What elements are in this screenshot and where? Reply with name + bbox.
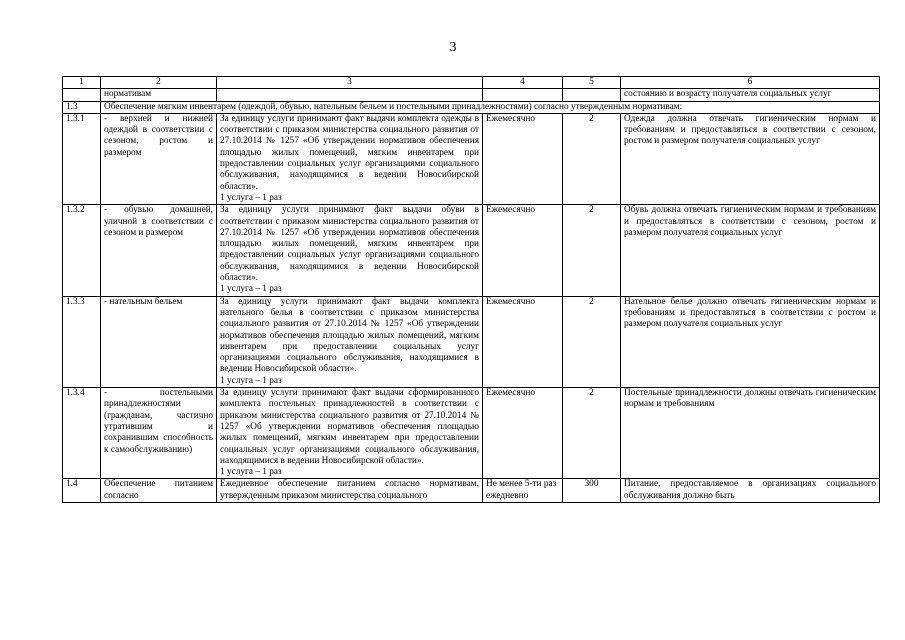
- service-name: - верхней и нижней одеждой в соответствии с сезоном, ростом и размером: [101, 113, 217, 204]
- table-row: [63, 113, 880, 204]
- cell-empty: [483, 89, 563, 101]
- cell-empty: [563, 89, 621, 101]
- unit-text: 1 услуга – 1 раз: [220, 467, 282, 478]
- count: 300: [563, 479, 621, 503]
- page-number: 3: [449, 40, 457, 55]
- frequency: Ежемесячно: [483, 388, 563, 479]
- service-description: [217, 113, 483, 204]
- quality-standard: Одежда должна отвечать гигиеническим нормам и требованиям и предоставляться в соответствии с сезоном, ростом и размером получателя социальных услуг: [621, 113, 880, 204]
- section-title: Обеспечение мягким инвентарем (одеждой, обувью, нательным бельем и постельными принадлежностями) согласно утвержденным нормативам:: [101, 101, 880, 113]
- service-name: - постельными принадлежностями (гражданам, частично утратившим и сохранившим способность к самообслуживанию): [101, 388, 217, 479]
- section-number: 1.3: [63, 101, 101, 113]
- service-description: [217, 388, 483, 479]
- quality-standard: Нательное белье должно отвечать гигиеническим нормам и требованиям и предоставляться в соответствии с ростом и размером получателя социальных услуг: [621, 296, 880, 387]
- continuation-row: [63, 89, 880, 101]
- service-description: Ежедневное обеспечение питанием согласно нормативам, утвержденным приказом министерства социального: [217, 479, 483, 503]
- description-text: За единицу услуги принимают факт выдачи сформированного комплекта постельных принадлежностей в соответствии с приказом министерства социального развития от 27.10.2014 № 1257 «Об утверждении нормативов обеспечения площадью жилых помещений, мягким инвентарем при предоставлении социальных услуг организациями социального обслуживания, находящимися в ведении Новосибирской области».: [220, 388, 479, 466]
- header-row: [63, 77, 880, 89]
- service-name: - обувью домашней, уличной в соответствии с сезоном и размером: [101, 205, 217, 296]
- row-number: 1.3.1: [63, 113, 101, 204]
- unit-text: 1 услуга – 1 раз: [220, 284, 282, 295]
- row-number: 1.3.2: [63, 205, 101, 296]
- description-text: За единицу услуги принимают факт выдачи комплекта одежды в соответствии с приказом министерства социального развития от 27.10.2014 № 1257 «Об утверждении нормативов обеспечения площадью жилых помещений, мягким инвентарем при предоставлении социальных услуг организациями социального обслуживания, находящимися в ведении Новосибирской области».: [220, 113, 479, 192]
- description-text: За единицу услуги принимают факт выдачи обуви в соответствии с приказом министерства социального развития от 27.10.2014 № 1257 «Об утверждении нормативов обеспечения площадью жилых помещений, мягким инвентарем при предоставлении социальных услуг организациями социального обслуживания, находящимися в ведении Новосибирской области».: [220, 205, 479, 284]
- frequency: Ежемесячно: [483, 205, 563, 296]
- service-description: [217, 205, 483, 296]
- service-name: Обеспечение питанием согласно: [101, 479, 217, 503]
- frequency: Ежемесячно: [483, 296, 563, 387]
- frequency: Не менее 5-ти раз ежедневно: [483, 479, 563, 503]
- cell-standard: состоянию и возрасту получателя социальных услуг: [621, 89, 880, 101]
- table-row: [63, 205, 880, 296]
- header-col-5: 5: [563, 77, 621, 89]
- header-col-4: 4: [483, 77, 563, 89]
- service-name: - нательным бельем: [101, 296, 217, 387]
- service-description: [217, 296, 483, 387]
- header-col-6: 6: [621, 77, 880, 89]
- quality-standard: Постельные принадлежности должны отвечать гигиеническим нормам и требованиям: [621, 388, 880, 479]
- description-text: За единицу услуги принимают факт выдачи комплекта нательного белья в соответствии с приказом министерства социального развития от 27.10.2014 № 1257 «Об утверждении нормативов обеспечения площадью жилых помещений, мягким инвентарем при предоставлении социальных услуг организациями социального обслуживания, находящимися в ведении Новосибирской области».: [220, 296, 479, 375]
- table-row: [63, 479, 880, 503]
- cell-empty: [63, 89, 101, 101]
- services-table: [62, 76, 880, 503]
- count: 2: [563, 113, 621, 204]
- count: 2: [563, 205, 621, 296]
- count: 2: [563, 296, 621, 387]
- header-col-1: 1: [63, 77, 101, 89]
- cell-name: нормативам: [101, 89, 217, 101]
- frequency: Ежемесячно: [483, 113, 563, 204]
- header-col-2: 2: [101, 77, 217, 89]
- quality-standard: Питание, предоставляемое в организациях социального обслуживания должно быть: [621, 479, 880, 503]
- header-col-3: 3: [217, 77, 483, 89]
- row-number: 1.3.3: [63, 296, 101, 387]
- row-number: 1.4: [63, 479, 101, 503]
- section-row: [63, 101, 880, 113]
- table-row: [63, 296, 880, 387]
- unit-text: 1 услуга – 1 раз: [220, 192, 282, 203]
- row-number: 1.3.4: [63, 388, 101, 479]
- cell-empty: [217, 89, 483, 101]
- quality-standard: Обувь должна отвечать гигиеническим нормам и требованиям и предоставляться в соответствии с сезоном, ростом и размером получателя социальных услуг: [621, 205, 880, 296]
- count: 2: [563, 388, 621, 479]
- table-row: [63, 388, 880, 479]
- unit-text: 1 услуга – 1 раз: [220, 375, 282, 386]
